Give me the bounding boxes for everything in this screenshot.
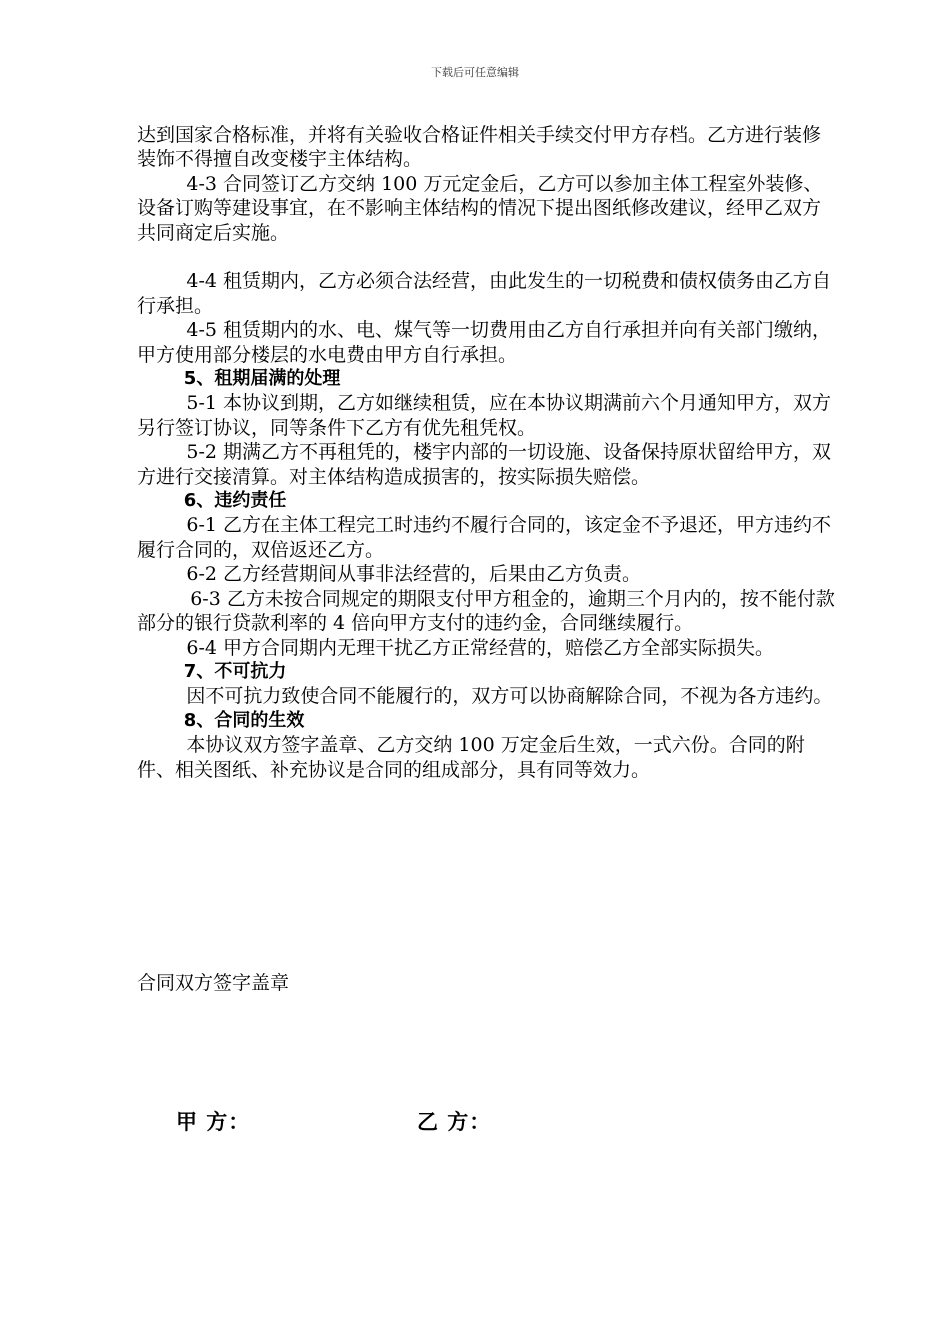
paragraph-4-3: 4-3 合同签订乙方交纳 100 万元定金后，乙方可以参加主体工程室外装修、设备订购等建设事宜，在不影响主体结构的情况下提出图纸修改建议，经甲乙双方共同商定后实施。 (137, 172, 823, 244)
paragraph-6-1: 6-1 乙方在主体工程完工时违约不履行合同的，该定金不予退还，甲方违约不履行合同的，双倍返还乙方。 (137, 514, 832, 561)
page-header: 下载后可任意编辑 (431, 66, 519, 79)
paragraph-force-majeure: 因不可抗力致使合同不能履行的，双方可以协商解除合同，不视为各方违约。 (186, 685, 833, 708)
paragraph-4-4: 4-4 租赁期内，乙方必须合法经营，由此发生的一切税费和债权债务由乙方自行承担。 (137, 270, 832, 317)
section-heading-8: 8、合同的生效 (183, 709, 305, 731)
paragraph-6-4: 6-4 甲方合同期内无理干扰乙方正常经营的，赔偿乙方全部实际损失。 (186, 636, 775, 659)
section-heading-7: 7、不可抗力 (183, 660, 287, 682)
party-a-label: 甲 方： (176, 1110, 251, 1134)
blank-line (137, 245, 837, 269)
section-heading-6: 6、违约责任 (183, 490, 287, 512)
party-b-label: 乙 方： (417, 1110, 492, 1134)
contract-body (137, 123, 837, 782)
paragraph-effectiveness: 本协议双方签字盖章、乙方交纳 100 万定金后生效，一式六份。合同的附件、相关图纸、补充协议是合同的组成部分，具有同等效力。 (137, 734, 805, 781)
paragraph-5-1: 5-1 本协议到期，乙方如继续租赁，应在本协议期满前六个月通知甲方，双方另行签订协议，同等条件下乙方有优先租凭权。 (137, 392, 832, 439)
section-heading-5: 5、租期届满的处理 (183, 368, 341, 390)
signature-title: 合同双方签字盖章 (137, 972, 290, 994)
paragraph-6-2: 6-2 乙方经营期间从事非法经营的，后果由乙方负责。 (186, 563, 642, 586)
paragraph: 达到国家合格标准，并将有关验收合格证件相关手续交付甲方存档。乙方进行装修装饰不得擅自改变楼宇主体结构。 (137, 124, 822, 171)
paragraph-6-3: 6-3 乙方未按合同规定的期限支付甲方租金的，逾期三个月内的，按不能付款部分的银行贷款利率的 4 倍向甲方支付的违约金，合同继续履行。 (137, 587, 835, 635)
paragraph-4-5: 4-5 租赁期内的水、电、煤气等一切费用由乙方自行承担并向有关部门缴纳，甲方使用部分楼层的水电费由甲方自行承担。 (137, 319, 832, 366)
paragraph-5-2: 5-2 期满乙方不再租凭的，楼宇内部的一切设施、设备保持原状留给甲方，双方进行交接清算。对主体结构造成损害的，按实际损失赔偿。 (137, 441, 832, 488)
